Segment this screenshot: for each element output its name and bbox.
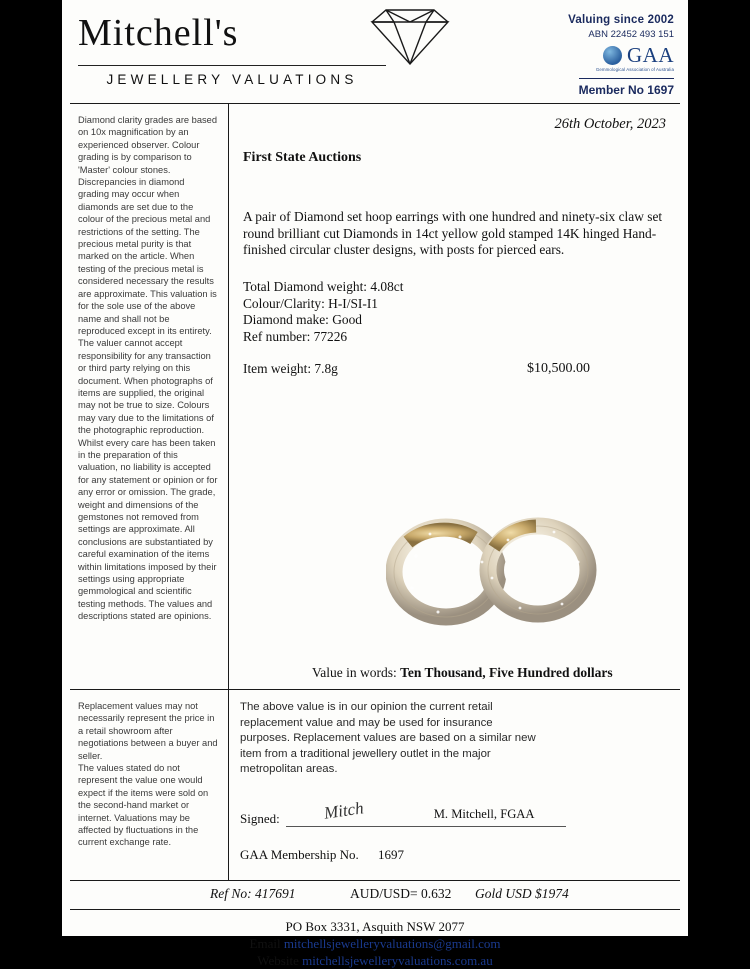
valuation-price: $10,500.00	[527, 361, 590, 376]
brand-tagline: JEWELLERY VALUATIONS	[78, 65, 386, 87]
item-photograph	[386, 504, 604, 634]
value-in-words-label: Value in words:	[312, 665, 397, 680]
gaa-membership-row	[240, 847, 676, 863]
header-credentials	[474, 14, 674, 99]
website-address[interactable]: mitchellsjewelleryvaluations.com.au	[302, 953, 493, 968]
signature-line	[286, 797, 566, 827]
contact-details	[70, 910, 680, 969]
value-in-words-text: Ten Thousand, Five Hundred dollars	[400, 665, 613, 680]
gaa-logo	[474, 45, 674, 66]
signer-name: M. Mitchell, FGAA	[433, 806, 535, 821]
reference-row	[70, 881, 680, 910]
item-specifications	[243, 279, 403, 345]
document-date: 26th October, 2023	[554, 116, 666, 132]
member-number: Member No 1697	[579, 78, 674, 97]
email-label: Email	[249, 936, 281, 951]
website-label: Website	[257, 953, 299, 968]
item-description: A pair of Diamond set hoop earrings with one hundred and ninety-six claw set round brilliant cut Diamonds in 14ct yellow gold stamped 14K hinged Hand-finished circular cluster designs, with posts for pierced ears.	[243, 209, 663, 257]
brand-name: Mitchell's	[78, 12, 239, 54]
signature-mark: Mitch	[322, 797, 365, 823]
document-body	[70, 104, 680, 690]
website-row	[70, 952, 680, 969]
footer-disclaimer-column	[78, 700, 218, 849]
disclaimer-column	[78, 114, 218, 623]
footer-column-divider	[228, 690, 229, 880]
document-header	[70, 0, 680, 104]
signed-label: Signed:	[240, 810, 280, 826]
column-divider	[228, 104, 229, 689]
abn-text: ABN 22452 493 151	[588, 29, 674, 40]
spec-ref-number: Ref number: 77226	[243, 328, 348, 344]
gaa-membership-number: 1697	[378, 846, 405, 862]
valuation-details	[240, 104, 680, 689]
valuing-since-text: Valuing since 2002	[568, 14, 674, 26]
footer-disclaimer-1: Replacement values may not necessarily represent the price in a retail showroom after negotiations between a buyer and seller.	[78, 701, 218, 761]
ref-no: Ref No: 417691	[210, 886, 296, 901]
retail-value-note: The above value is in our opinion the current retail replacement value and may be used for insurance purposes. Replacement values are based on a similar new item from a traditional jewellery outlet in the major metropolitan areas.	[240, 701, 536, 775]
email-row	[70, 935, 680, 952]
gaa-membership-label: GAA Membership No.	[240, 846, 359, 862]
email-address[interactable]: mitchellsjewelleryvaluations@gmail.com	[283, 936, 501, 951]
disclaimer-text: Diamond clarity grades are based on 10x magnification by an experienced observer. Colour grading is by comparison to 'Master' colour stones. Discrepancies in diamond grading may occur when diamonds are set due to the colour of the precious metal and restrictions of the setting. The precious metal purity is that marked on the article. When testing of the precious metal is considered necessary the results are approximate. This valuation is for the sole use of the above name and shall not be reproduced except in its entirety. The valuer cannot accept responsibility for any transaction or third party relying on this document. When photographs of items are supplied, the original may not be true to size. Colours may vary due to the limitations of the photographic reproduction. Whilst every care has been taken in the preparation of this valuation, no liability is accepted for any statement or opinion or for any error or omission. The grade, weight and dimensions of the gemstones not removed from settings are approximate. All conclusions are substantiated by careful examination of the items within limitations imposed by their settings using appropriate gemmological and scientific testing methods. The values and descriptions stated are opinions.	[78, 115, 218, 622]
spec-colour-clarity: Colour/Clarity: H-I/SI-I1	[243, 295, 379, 311]
spec-total-diamond-weight: Total Diamond weight: 4.08ct	[243, 279, 404, 294]
document-footer	[70, 690, 680, 881]
valuation-document	[62, 0, 688, 968]
footer-disclaimer-2: The values stated do not represent the value one would expect if the items were sold on the second-hand market or internet. Valuations may be affected by fluctuations in the current exchange rate.	[78, 763, 209, 848]
postal-address: PO Box 3331, Asquith NSW 2077	[285, 919, 465, 934]
gaa-globe-icon	[603, 46, 622, 65]
gold-usd-price: Gold USD $1974	[475, 886, 569, 901]
spec-diamond-make: Diamond make: Good	[243, 312, 363, 327]
gaa-caption: Gemmological Association of Australia	[595, 67, 674, 72]
item-weight: Item weight: 7.8g	[243, 361, 338, 376]
client-name: First State Auctions	[243, 150, 362, 165]
value-in-words	[312, 665, 613, 681]
signature-row	[240, 797, 676, 827]
diamond-icon	[350, 6, 470, 73]
footer-main-column	[240, 700, 676, 863]
gaa-label: GAA	[627, 43, 674, 67]
aud-usd-rate: AUD/USD= 0.632	[350, 886, 452, 901]
